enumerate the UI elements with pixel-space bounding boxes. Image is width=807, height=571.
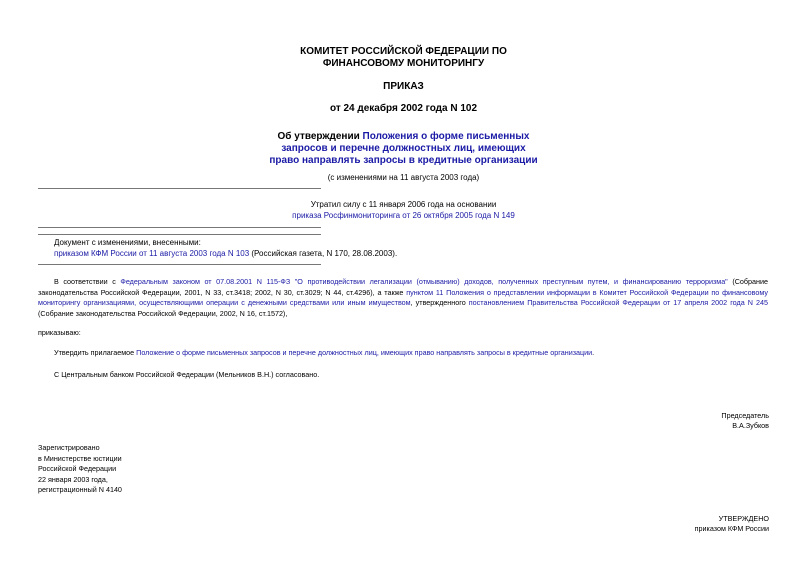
amend-line2 bbox=[54, 249, 397, 259]
doc-type: ПРИКАЗ bbox=[383, 81, 424, 92]
registration-line3: Российской Федерации bbox=[38, 464, 117, 473]
title-link-line2[interactable]: запросов и перечне должностных лиц, имеющих bbox=[281, 143, 526, 154]
approved-line2: приказом КФМ России bbox=[694, 524, 769, 533]
divider bbox=[38, 234, 321, 235]
org-name-line1: КОМИТЕТ РОССИЙСКОЙ ФЕДЕРАЦИИ ПО bbox=[300, 46, 507, 57]
order-word: приказываю: bbox=[38, 328, 81, 337]
title-prefix: Об утверждении bbox=[277, 131, 363, 142]
org-name-line2: ФИНАНСОВОМУ МОНИТОРИНГУ bbox=[322, 58, 485, 69]
doc-title bbox=[0, 131, 807, 143]
p2-text-a: Утвердить прилагаемое bbox=[54, 348, 137, 357]
regulation-link[interactable]: Положение о форме письменных запросов и перечне должностных лиц, имеющих право направлять запросы в кредитные организации bbox=[136, 348, 593, 357]
title-link-line1[interactable]: Положения о форме письменных bbox=[362, 131, 530, 142]
registration-line5: регистрационный N 4140 bbox=[38, 485, 122, 494]
expiry-text: Утратил силу с 11 января 2006 года на основании bbox=[310, 200, 497, 209]
divider bbox=[38, 264, 321, 265]
amend-link[interactable]: приказом КФМ России от 11 августа 2003 года N 103 bbox=[54, 249, 250, 258]
approve-paragraph bbox=[54, 348, 594, 359]
p1-text-b: (Собрание законодательства Российской Федерации, 2001, N 33, ст.3418; 2002, N 30, ст.3029; N 44, ст.4296), а также bbox=[38, 277, 769, 297]
p1-text-d: (Собрание законодательства Российской Федерации, 2002, N 16, ст.1572), bbox=[38, 308, 288, 318]
law-link[interactable]: Федеральным законом от 07.08.2001 N 115-ФЗ "О противодействии легализации (отмыванию) доходов, полученных преступным путем, и финансированию терроризма" bbox=[120, 277, 728, 286]
p1-text-c: , утвержденного bbox=[410, 298, 469, 307]
registration-line1: Зарегистрировано bbox=[38, 443, 100, 452]
doc-date-number: от 24 декабря 2002 года N 102 bbox=[329, 103, 478, 114]
regulation-point-link[interactable]: пунктом 11 Положения о представлении информации в Комитет Российской Федерации по финансовому мониторингу организациями, осуществляющими операции с денежными средствами или иным имуществом bbox=[38, 287, 768, 307]
expiry-link[interactable]: приказа Росфинмониторинга от 26 октября 2005 года N 149 bbox=[292, 211, 515, 220]
divider bbox=[38, 188, 321, 189]
signature-role: Председатель bbox=[721, 411, 769, 420]
amend-tail: (Российская газета, N 170, 28.08.2003). bbox=[249, 249, 398, 258]
agreement-paragraph: С Центральным банком Российской Федерации (Мельников В.Н.) согласовано. bbox=[54, 370, 320, 379]
changes-note: (с изменениями на 11 августа 2003 года) bbox=[327, 173, 480, 182]
preamble-paragraph bbox=[38, 277, 768, 319]
approved-line1: УТВЕРЖДЕНО bbox=[718, 514, 769, 523]
signature-name: В.А.Зубков bbox=[732, 421, 769, 430]
amend-line1: Документ с изменениями, внесенными: bbox=[54, 238, 201, 247]
government-decree-link[interactable]: постановлением Правительства Российской Федерации от 17 апреля 2002 года N 245 bbox=[468, 298, 768, 307]
registration-line4: 22 января 2003 года, bbox=[38, 474, 108, 484]
p2-text-b: . bbox=[592, 348, 595, 357]
title-link-line3[interactable]: право направлять запросы в кредитные организации bbox=[269, 155, 538, 166]
divider bbox=[38, 227, 321, 228]
registration-line2: в Министерстве юстиции bbox=[38, 453, 122, 463]
p1-text-a: В соответствии с bbox=[54, 277, 121, 286]
